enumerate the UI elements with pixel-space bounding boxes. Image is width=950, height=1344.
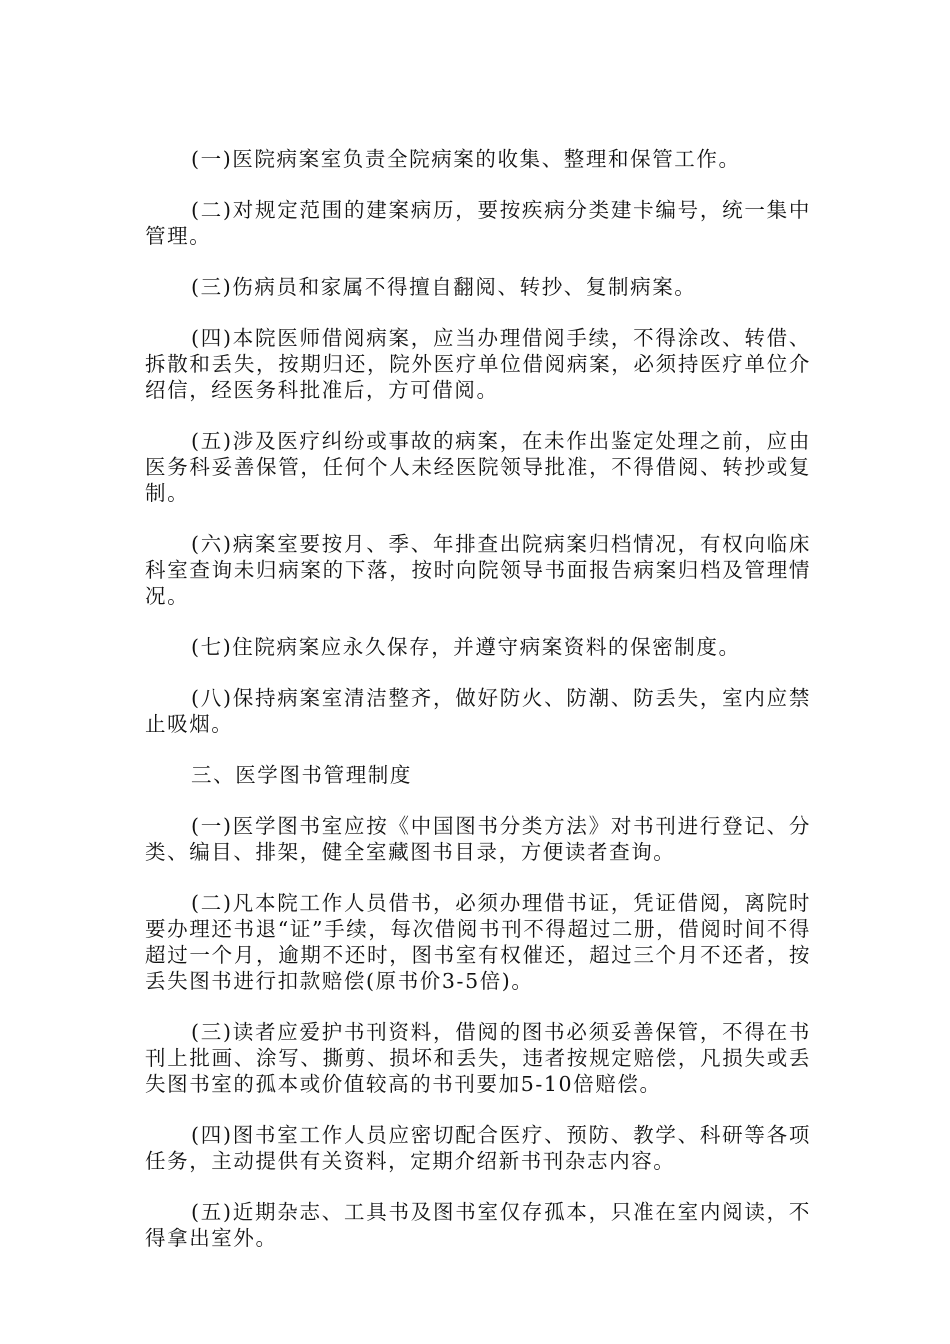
- library-item-4: (四)图书室工作人员应密切配合医疗、预防、教学、科研等各项任务，主动提供有关资料，定期介绍新书刊杂志内容。: [145, 1123, 811, 1173]
- records-item-5: (五)涉及医疗纠纷或事故的病案，在未作出鉴定处理之前，应由医务科妥善保管，任何个人未经医院领导批准，不得借阅、转抄或复制。: [145, 429, 811, 505]
- records-item-6: (六)病案室要按月、季、年排查出院病案归档情况，有权向临床科室查询未归病案的下落，按时向院领导书面报告病案归档及管理情况。: [145, 532, 811, 608]
- records-item-2: (二)对规定范围的建案病历，要按疾病分类建卡编号，统一集中管理。: [145, 198, 811, 248]
- document-body: [145, 146, 811, 1276]
- records-item-1: (一)医院病案室负责全院病案的收集、整理和保管工作。: [191, 147, 741, 171]
- records-item-7: (七)住院病案应永久保存，并遵守病案资料的保密制度。: [191, 635, 741, 659]
- library-item-1: (一)医学图书室应按《中国图书分类方法》对书刊进行登记、分类、编目、排架，健全室藏图书目录，方便读者查询。: [145, 814, 811, 864]
- records-item-3: (三)伤病员和家属不得擅自翻阅、转抄、复制病案。: [191, 275, 697, 299]
- records-item-4: (四)本院医师借阅病案，应当办理借阅手续，不得涂改、转借、拆散和丢失，按期归还，院外医疗单位借阅病案，必须持医疗单位介绍信，经医务科批准后，方可借阅。: [145, 326, 811, 402]
- records-item-8: (八)保持病案室清洁整齐，做好防火、防潮、防丢失，室内应禁止吸烟。: [145, 686, 811, 736]
- library-item-3: (三)读者应爱护书刊资料，借阅的图书必须妥善保管，不得在书刊上批画、涂写、撕剪、损坏和丢失，违者按规定赔偿，凡损失或丢失图书室的孤本或价值较高的书刊要加5-10倍赔偿。: [145, 1020, 811, 1096]
- section-heading: 三、医学图书管理制度: [191, 763, 412, 787]
- library-item-2: (二)凡本院工作人员借书，必须办理借书证，凭证借阅，离院时要办理还书退“证”手续，每次借阅书刊不得超过二册，借阅时间不得超过一个月，逾期不还时，图书室有权催还，超过三个月不还者，按丢失图书进行扣款赔偿(原书价3-5倍)。: [145, 891, 811, 993]
- library-item-5: (五)近期杂志、工具书及图书室仅存孤本，只准在室内阅读，不得拿出室外。: [145, 1200, 811, 1250]
